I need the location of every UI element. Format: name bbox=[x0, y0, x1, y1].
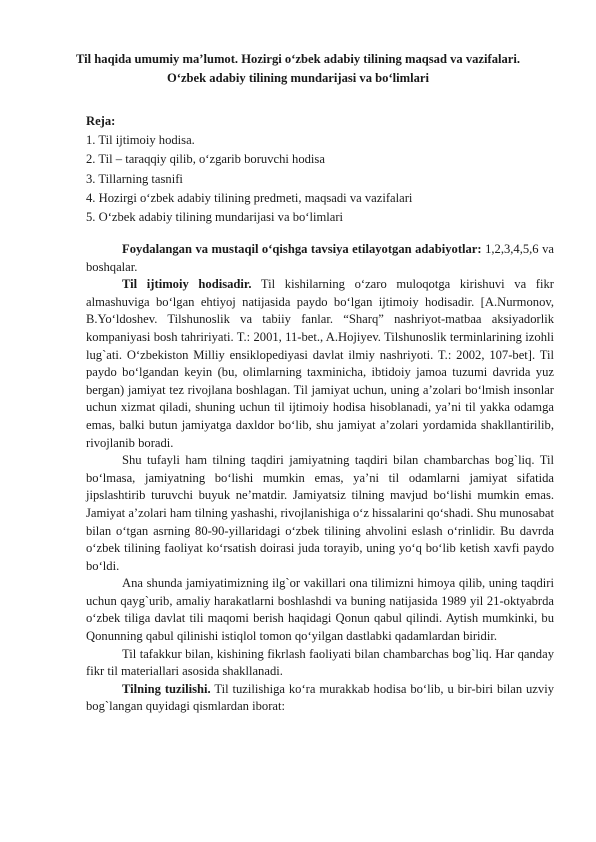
paragraph-language-and-society bbox=[86, 452, 554, 575]
paragraph-language-structure bbox=[86, 681, 554, 716]
body-text bbox=[86, 241, 554, 716]
plan-item-5: 5. O‘zbek adabiy tilining mundarijasi va bo‘limlari bbox=[86, 210, 344, 225]
paragraph-lead: Foydalangan va mustaqil o‘qishga tavsiya etilayotgan adabiyotlar: bbox=[122, 242, 482, 256]
paragraph-text: Til tafakkur bilan, kishining fikrlash faoliyati bilan chambarchas bog`liq. Har qanday fikr til materiallari asosida shakllanadi. bbox=[86, 646, 554, 679]
paragraph-text: Til tuzilishiga ko‘ra murakkab hodisa bo‘lib, u bir-biri bilan uzviy bog`langan quyidagi qismlardan iborat: bbox=[86, 681, 554, 714]
document-title bbox=[40, 50, 556, 88]
plan-item-3: 3. Tillarning tasnifi bbox=[86, 171, 183, 186]
paragraph-text: 1,2,3,4,5,6 va boshqalar. bbox=[86, 242, 554, 274]
paragraph-lead: Til ijtimoiy hodisadir. bbox=[122, 277, 252, 292]
plan-item-2: 2. Til – taraqqiy qilib, o‘zgarib boruvchi hodisa bbox=[86, 152, 325, 167]
plan-item-4: 4. Hozirgi o‘zbek adabiy tilining predmeti, maqsadi va vazifalari bbox=[86, 190, 413, 205]
title-line-1: Til haqida umumiy ma’lumot. Hozirgi o‘zbek adabiy tilining maqsad va vazifalari. bbox=[75, 52, 521, 66]
paragraph-text: Ana shunda jamiyatimizning ilg`or vakillari ona tilimizni himoya qilib, uning taqdiri uchun qayg`urib, amaliy harakatlarni boshlashdi va buning natijasida 1989 yil 21-oktyabrda o‘zbek tiliga davlat tili maqomi berish haqidagi Qonun qabul qilindi. Aytish mumkinki, bu Qonunning qabul qilinishi istiqlol tomon qo‘yilgan dastlabki qadamlardan biridir. bbox=[86, 576, 554, 644]
paragraph-lead: Tilning tuzilishi. bbox=[122, 681, 211, 696]
paragraph-language-and-thought bbox=[86, 646, 554, 681]
title-line-2: O‘zbek adabiy tilining mundarijasi va bo‘limlari bbox=[166, 71, 430, 85]
paragraph-social-phenomenon bbox=[86, 276, 554, 452]
paragraph-literature bbox=[86, 241, 554, 276]
plan-heading: Reja: bbox=[86, 114, 116, 128]
plan-item-1: 1. Til ijtimoiy hodisa. bbox=[86, 133, 195, 148]
paragraph-text: Til kishilarning o‘zaro muloqotga kirishuvi va fikr almashuviga bo‘lgan ehtiyoj natijasida paydo bo‘lgan ijtimoiy hodisadir. [A.Nurmonov, B.Yo‘ldoshev. Tilshunoslik va tabiiy fanlar. “Sharq” nashriyot-matbaa aksiyadorlik kompaniyasi bosh tahririyati. T.: 2001, 11-bet., A.Hojiyev. Tilshunoslik terminlarining izohli lug`ati. O‘zbekiston Milliy ensiklopediyasi davlat ilmiy nashriyoti. T.: 2002, 107-bet]. Til paydo bo‘lgandan keyin (bu, olimlarning taxminicha, ibtidoiy jamoa tuzumi davrida yuz bergan) jamiyat tez rivojlana boshlagan. Til jamiyat uchun, uning a’zolari bo‘lmish insonlar uchun xizmat qiladi, shuning uchun til ijtimoiy hodisa hisoblanadi, ya’ni til yakka odamga emas, balki butun jamiyatga daxldor bo‘lib, shu jamiyat a’zolari yordamida shakllantirilib, rivojlanib boradi. bbox=[86, 277, 554, 450]
paragraph-state-language bbox=[86, 575, 554, 645]
plan-section bbox=[86, 112, 556, 227]
paragraph-text: Shu tufayli ham tilning taqdiri jamiyatning taqdiri bilan chambarchas bog`liq. Til bo‘lmasa, jamiyatning bo‘lishi mumkin emas, ya’ni til odamlarni jamiyat sifatida jipslashtirib turuvchi buyuk ne’matdir. Jamiyatsiz tilning mavjud bo‘lishi mumkin emas. Jamiyat a’zolari ham tilning yashashi, rivojlanishiga o‘z hissalarini qo‘shadi. Shu munosabat bilan o‘tgan asrning 80-90-yillaridagi o‘zbek tilining ahvolini eslash o‘rinlidir. Bu davrda o‘zbek tilining faoliyat ko‘rsatish doirasi juda torayib, uning yo‘q bo‘lib ketish xavfi paydo bo‘ldi. bbox=[86, 453, 554, 573]
